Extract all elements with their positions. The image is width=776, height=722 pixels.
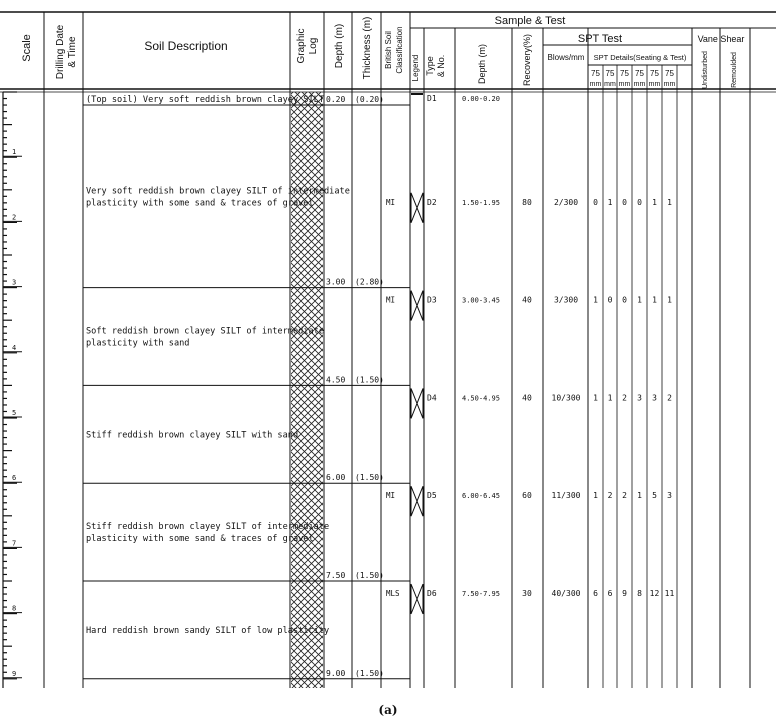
spt-increment-value: 1	[637, 491, 642, 501]
sample-depth-range: 1.50-1.95	[462, 198, 500, 207]
header-spt-increment-5: 75	[650, 69, 659, 78]
spt-increment-value: 3	[652, 393, 657, 403]
spt-blows: 11/300	[551, 491, 581, 501]
spt-increment-value: 5	[652, 491, 657, 501]
depth-scale-ruler	[3, 92, 22, 688]
recovery-value: 60	[522, 491, 532, 501]
spt-increment-value: 1	[607, 197, 613, 207]
spt-increment-value: 2	[667, 393, 672, 403]
sample-row-D6	[386, 584, 674, 614]
classification-code: MLS	[386, 589, 400, 598]
spt-increment-value: 2	[607, 491, 613, 501]
spt-increment-value: 1	[652, 197, 657, 207]
header-classification: British Soil	[384, 31, 393, 69]
spt-increment-value: 0	[622, 295, 627, 305]
layer-depth: 9.00	[326, 668, 346, 678]
layer-depth: 0.20	[326, 95, 346, 105]
layer-depth: 7.50	[326, 571, 346, 580]
spt-blows: 40/300	[551, 589, 581, 598]
sample-id: D3	[427, 295, 437, 305]
header-depth: Depth (m)	[334, 23, 345, 69]
layer-depth: 3.00	[326, 277, 346, 287]
legend-sample-marker	[411, 193, 423, 223]
sample-id: D5	[427, 491, 437, 501]
header-graphic-log: Graphic	[296, 28, 307, 64]
header-sample-test: Sample & Test	[494, 15, 566, 27]
header-sample-depth: Depth (m)	[477, 43, 487, 85]
header-type-no: Type	[425, 56, 435, 76]
layer-description-6: Hard reddish brown sandy SILT of low plasticity	[86, 625, 330, 636]
layer-description-5: Stiff reddish brown clayey SILT of intermediate	[86, 522, 330, 533]
spt-increment-value: 1	[593, 393, 598, 403]
layer-description-4: Stiff reddish brown clayey SILT with sand	[86, 430, 299, 441]
header-spt-increment-1: 75	[591, 69, 600, 78]
sample-id: D1	[427, 94, 437, 103]
spt-blows: 10/300	[551, 393, 581, 403]
sample-row-D4	[411, 388, 672, 418]
sample-depth-range: 0.00-0.20	[462, 95, 500, 103]
spt-increment-value: 3	[637, 393, 642, 403]
classification-code: MI	[386, 197, 396, 207]
header-drilling-time: & Time	[67, 36, 78, 68]
layer-description-3: plasticity with sand	[86, 338, 190, 349]
header-soil-description: Soil Description	[144, 39, 228, 53]
spt-increment-value: 1	[652, 295, 657, 305]
spt-increment-value: 2	[622, 491, 627, 501]
header-undisturbed: Undisturbed	[702, 51, 709, 89]
layer-thickness: (1.50)	[355, 473, 384, 483]
sample-row-D2	[386, 193, 672, 223]
spt-increment-value: 0	[637, 197, 642, 207]
header-spt-increment-2: 75	[605, 69, 615, 78]
header-classification-2: Classification	[395, 26, 404, 74]
sample-id: D2	[427, 197, 437, 207]
header-spt-details: SPT Details(Seating & Test)	[593, 53, 687, 62]
sample-depth-range: 3.00-3.45	[462, 296, 500, 305]
spt-increment-value: 6	[593, 589, 598, 598]
spt-increment-value: 2	[622, 393, 627, 403]
legend-sample-marker	[411, 388, 423, 418]
layer-thickness: (0.20)	[355, 95, 384, 105]
header-type-no-2: & No.	[436, 54, 446, 78]
scale-label-5: 5	[12, 409, 17, 417]
scale-label-2: 2	[12, 213, 17, 222]
spt-increment-value: 0	[622, 197, 627, 207]
graphic-log-hatch	[291, 92, 323, 688]
header-scale: Scale	[21, 34, 33, 62]
header-spt-increment-4: 75	[635, 69, 644, 78]
spt-blows: 2/300	[553, 197, 579, 207]
header-thickness: Thickness (m)	[362, 16, 373, 80]
layer-depth: 6.00	[326, 473, 346, 483]
scale-label-9: 9	[12, 669, 17, 678]
classification-code: MI	[386, 491, 396, 501]
header-recovery: Recovery(%)	[522, 33, 532, 87]
sample-depth-range: 4.50-4.95	[462, 394, 500, 403]
scale-label-1: 1	[12, 148, 17, 157]
recovery-value: 80	[522, 197, 532, 207]
header-spt-increment-unit-4: mm	[633, 81, 646, 88]
header-spt-test: SPT Test	[577, 33, 623, 45]
recovery-value: 40	[522, 295, 532, 305]
scale-label-6: 6	[12, 474, 17, 483]
spt-increment-value: 12	[649, 589, 660, 598]
header-remoulded: Remoulded	[731, 52, 738, 88]
sample-id: D4	[427, 393, 437, 403]
scale-label-8: 8	[12, 604, 17, 613]
scale-label-4: 4	[12, 343, 17, 352]
layer-description-2: Very soft reddish brown clayey SILT of intermediate	[86, 186, 350, 197]
layer-thickness: (2.80)	[355, 277, 384, 287]
spt-increment-value: 1	[593, 295, 598, 305]
sample-depth-range: 7.50-7.95	[462, 590, 500, 598]
legend-sample-marker	[411, 584, 423, 614]
spt-increment-value: 0	[593, 197, 598, 207]
layer-description-2: plasticity with some sand & traces of gravel	[86, 198, 314, 209]
sample-row-D3	[386, 291, 672, 321]
spt-blows: 3/300	[553, 295, 579, 305]
spt-increment-value: 1	[593, 491, 598, 501]
header-spt-increment-unit-6: mm	[663, 81, 676, 88]
header-legend: Legend	[411, 54, 420, 82]
spt-increment-value: 9	[622, 589, 627, 598]
header-spt-increment-6: 75	[665, 69, 674, 78]
header-drilling-date: Drilling Date	[55, 24, 66, 80]
sample-id: D6	[427, 589, 437, 598]
header-vane-shear: Vane Shear	[697, 34, 745, 44]
header-spt-increment-unit-5: mm	[648, 81, 661, 88]
scale-label-3: 3	[12, 278, 17, 287]
layer-description-5: plasticity with some sand & traces of gravel	[86, 534, 314, 545]
spt-increment-value: 1	[607, 393, 613, 403]
recovery-value: 40	[522, 393, 532, 403]
layer-depth: 4.50	[326, 375, 346, 385]
recovery-value: 30	[522, 589, 532, 598]
figure-caption: (a)	[378, 703, 398, 717]
layer-description-1: (Top soil) Very soft reddish brown clayey SILT	[86, 95, 324, 106]
spt-increment-value: 0	[607, 295, 613, 305]
spt-increment-value: 6	[607, 589, 613, 598]
header-graphic-log-2: Log	[308, 37, 319, 55]
header-spt-increment-unit-3: mm	[618, 81, 631, 88]
spt-increment-value: 1	[667, 197, 672, 207]
sample-depth-range: 6.00-6.45	[462, 492, 500, 501]
legend-marker	[411, 93, 423, 95]
spt-increment-value: 1	[667, 295, 672, 305]
legend-sample-marker	[411, 291, 423, 321]
classification-code: MI	[386, 295, 396, 305]
sample-row-D5	[386, 486, 672, 516]
header-spt-increment-unit-1: mm	[589, 81, 602, 88]
header-blows: Blows/mm	[547, 53, 585, 62]
spt-increment-value: 8	[637, 589, 642, 598]
spt-increment-value: 11	[664, 589, 675, 598]
scale-label-7: 7	[12, 539, 17, 548]
layer-thickness: (1.50)	[355, 571, 384, 580]
header-spt-increment-unit-2: mm	[604, 81, 616, 88]
spt-increment-value: 3	[667, 491, 672, 501]
header-spt-increment-3: 75	[620, 69, 629, 78]
spt-increment-value: 1	[637, 295, 642, 305]
layer-thickness: (1.50)	[355, 375, 384, 385]
legend-sample-marker	[411, 486, 423, 516]
layer-description-3: Soft reddish brown clayey SILT of intermediate	[86, 326, 324, 337]
layer-thickness: (1.50)	[355, 668, 384, 678]
